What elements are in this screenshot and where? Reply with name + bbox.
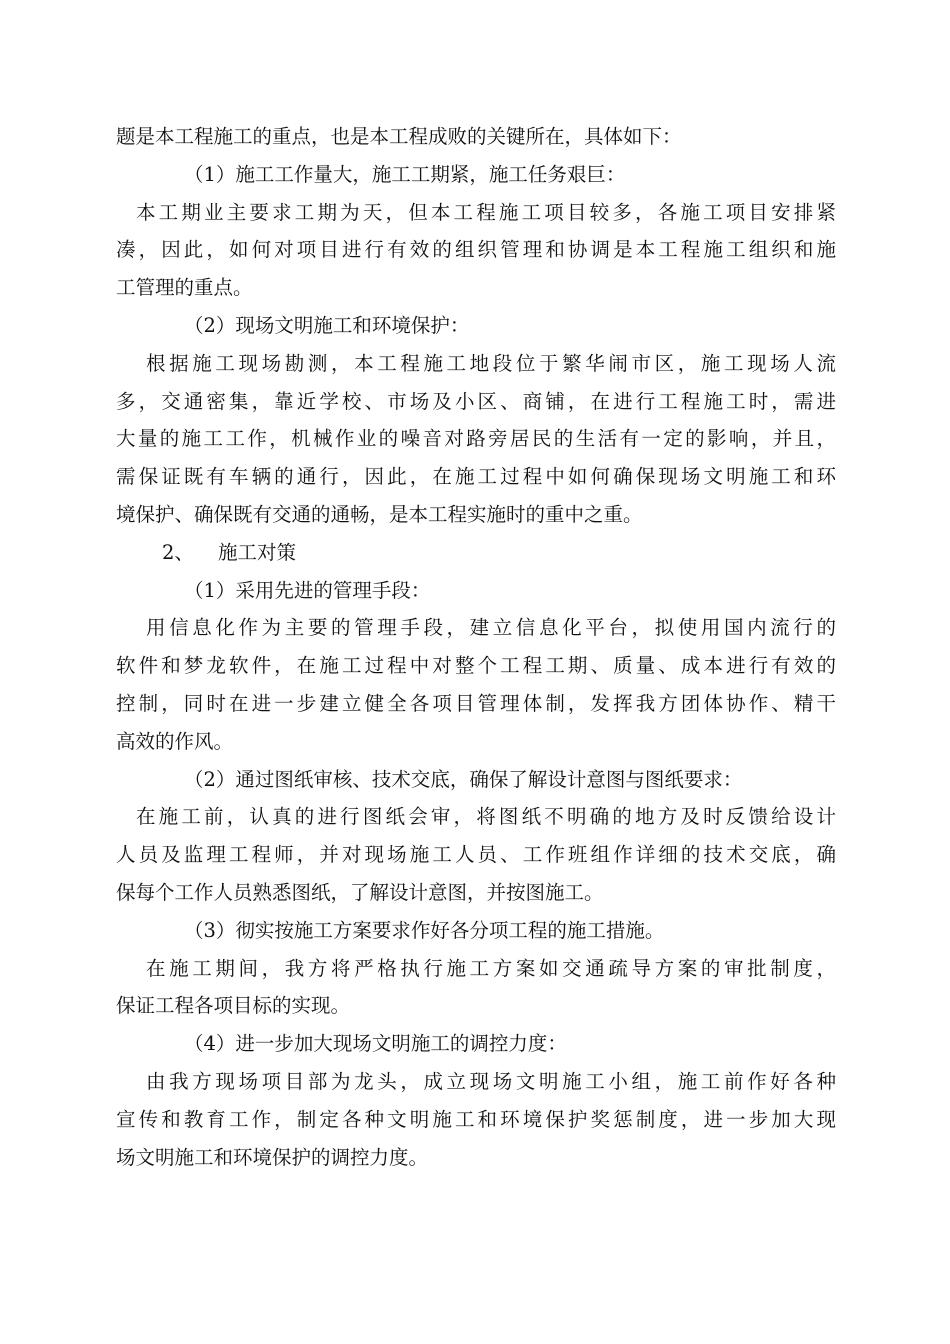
paragraph-line: 多，交通密集，靠近学校、市场及小区、商铺，在进行工程施工时，需进: [116, 389, 836, 413]
paragraph-line: 高效的作风。: [116, 729, 234, 753]
paragraph-line: 需保证既有车辆的通行，因此，在施工过程中如何确保现场文明施工和环: [116, 465, 836, 489]
paragraph-line: 本工期业主要求工期为天，但本工程施工项目较多，各施工项目安排紧: [136, 200, 836, 224]
paragraph-line: 保证工程各项目标的实现。: [116, 994, 351, 1018]
paragraph-line: 境保护、确保既有交通的通畅，是本工程实施时的重中之重。: [116, 502, 643, 526]
paragraph-line: 场文明施工和环境保护的调控力度。: [116, 1145, 429, 1169]
paragraph-line: 凑，因此，如何对项目进行有效的组织管理和协调是本工程施工组织和施: [116, 238, 836, 262]
section-title: 施工对策: [218, 540, 297, 564]
paragraph-line: 大量的施工工作，机械作业的噪音对路旁居民的生活有一定的影响，并且，: [116, 427, 836, 451]
paragraph-line: 控制，同时在进一步建立健全各项目管理体制，发挥我方团体协作、精干: [116, 691, 836, 715]
document-body: [116, 118, 836, 1176]
paragraph-line: 根据施工现场勘测，本工程施工地段位于繁华闹市区，施工现场人流: [146, 351, 836, 375]
paragraph-line: 人员及监理工程师，并对现场施工人员、工作班组作详细的技术交底，确: [116, 843, 836, 867]
paragraph-line: 工管理的重点。: [116, 276, 253, 300]
paragraph-line: 在施工期间，我方将严格执行施工方案如交通疏导方案的审批制度，: [146, 956, 836, 980]
subheading-workload: （1）施工工作量大，施工工期紧，施工任务艰巨：: [184, 162, 626, 186]
section-heading: [116, 534, 836, 572]
paragraph-line: 在施工前，认真的进行图纸会审，将图纸不明确的地方及时反馈给设计: [136, 805, 836, 829]
paragraph-line: 题是本工程施工的重点，也是本工程成败的关键所在，具体如下：: [116, 125, 682, 148]
paragraph-line: 宣传和教育工作，制定各种文明施工和环境保护奖惩制度，进一步加大现: [116, 1107, 836, 1131]
subheading-drawing-review: （2）通过图纸审核、技术交底，确保了解设计意图与图纸要求：: [184, 767, 743, 791]
paragraph-line: 由我方现场项目部为龙头，成立现场文明施工小组，施工前作好各种: [146, 1069, 836, 1093]
paragraph-line: 保每个工作人员熟悉图纸，了解设计意图，并按图施工。: [116, 880, 604, 904]
section-number: 2、: [162, 540, 194, 564]
paragraph-line: 用信息化作为主要的管理手段，建立信息化平台，拟使用国内流行的: [146, 616, 836, 640]
paragraph-line: 软件和梦龙软件，在施工过程中对整个工程工期、质量、成本进行有效的: [116, 654, 836, 678]
subheading-construction-plan: （3）彻实按施工方案要求作好各分项工程的施工措施。: [184, 918, 665, 942]
subheading-civilized-construction: （2）现场文明施工和环境保护：: [184, 313, 470, 337]
subheading-management: （1）采用先进的管理手段：: [184, 578, 431, 602]
subheading-site-control: （4）进一步加大现场文明施工的调控力度：: [184, 1032, 567, 1056]
